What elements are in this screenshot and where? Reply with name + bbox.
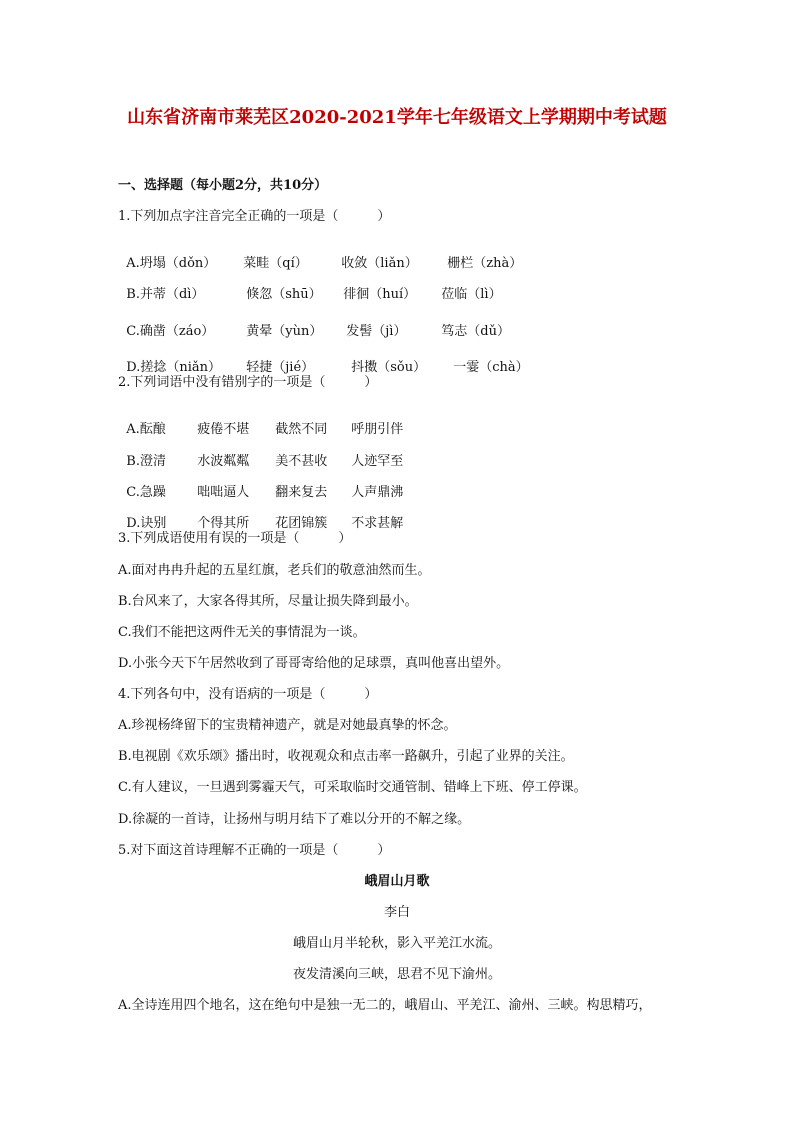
option-item: 咄咄逼人 [197,485,250,500]
option-item: 轻捷（jié） [246,360,315,375]
question-1-option-c [118,308,510,340]
option-item: 莅临（lì） [441,287,502,302]
poem-line: 峨眉山月半轮秋，影入平羌江水流。 [292,936,501,951]
question-3-option-b: B.台风来了，大家各得其所，尽量让损失降到最小。 [118,594,418,609]
question-3-option-c: C.我们不能把这两件无关的事情混为一谈。 [118,625,366,640]
section-heading: 一、选择题（每小题2分，共10分） [118,178,328,193]
question-5-option-a: A.全诗连用四个地名，这在绝句中是独一无二的，峨眉山、平羌江、渝州、三峡。构思精巧， [118,998,652,1013]
question-2-option-a [118,406,403,438]
option-item: 栅栏（zhà） [447,256,523,271]
option-item: 不求甚解 [351,516,404,531]
option-item: 人迹罕至 [351,454,404,469]
question-3-option-a: A.面对冉冉升起的五星红旗，老兵们的敬意油然而生。 [118,563,431,578]
question-4-option-b: B.电视剧《欢乐颂》播出时，收视观众和点击率一路飙升，引起了业界的关注。 [118,749,574,764]
question-4-option-c: C.有人建议，一旦遇到雾霾天气，可采取临时交通管制、错峰上下班、停工停课。 [118,780,587,795]
option-item: B.并蒂（dì） [126,287,205,302]
option-item: 花团锦簇 [275,516,328,531]
option-item: D.搓捻（niǎn） [126,360,222,375]
question-3-option-d: D.小张今天下午居然收到了哥哥寄给他的足球票，真叫他喜出望外。 [118,656,510,671]
page-title: 山东省济南市莱芜区2020-2021学年七年级语文上学期期中考试题 [127,107,667,128]
question-5-stem: 5.对下面这首诗理解不正确的一项是（ ） [118,843,391,858]
option-item: A.坍塌（dǒn） [126,256,217,271]
option-item: 个得其所 [197,516,250,531]
poem-line: 夜发清溪向三峡，思君不见下渝州。 [292,967,501,982]
option-item: 黄晕（yùn） [246,324,323,339]
option-item: C.急躁 [126,485,166,500]
poem-title: 峨眉山月歌 [364,874,430,889]
option-item: 收敛（liǎn） [341,256,418,271]
option-item: 翻来复去 [275,485,328,500]
question-1-option-a [118,240,522,272]
option-item: 人声鼎沸 [351,485,404,500]
question-2-option-b [118,438,403,470]
option-item: B.澄清 [126,454,166,469]
question-4-option-d: D.徐凝的一首诗，让扬州与明月结下了难以分开的不解之缘。 [118,812,471,827]
option-item: 一霎（chà） [453,360,529,375]
question-2-stem: 2.下列词语中没有错别字的一项是（ ） [118,375,378,390]
option-item: D.诀别 [126,516,167,531]
option-item: 倏忽（shū） [246,287,322,302]
question-1-option-b [118,271,502,303]
question-4-stem: 4.下列各句中，没有语病的一项是（ ） [118,687,378,702]
question-2-option-c [118,469,403,501]
question-1-option-d [118,344,529,376]
question-2-option-d [118,500,403,532]
option-item: A.酝酿 [126,422,166,437]
option-item: 徘徊（huí） [343,287,417,302]
option-item: 菜畦（qí） [243,256,308,271]
option-item: 疲倦不堪 [197,422,250,437]
option-item: 发髻（jì） [346,324,407,339]
option-item: 笃志（dǔ） [441,324,510,339]
option-item: 美不甚收 [275,454,328,469]
option-item: 截然不同 [275,422,328,437]
question-1-stem: 1.下列加点字注音完全正确的一项是（ ） [118,209,391,224]
question-3-stem: 3.下列成语使用有误的一项是（ ） [118,531,352,546]
option-item: 呼朋引伴 [351,422,404,437]
poem-author: 李白 [383,905,410,920]
question-4-option-a: A.珍视杨绛留下的宝贵精神遗产，就是对她最真挚的怀念。 [118,718,457,733]
option-item: 水波粼粼 [197,454,250,469]
option-item: C.确凿（záo） [126,324,215,339]
option-item: 抖擞（sǒu） [351,360,427,375]
